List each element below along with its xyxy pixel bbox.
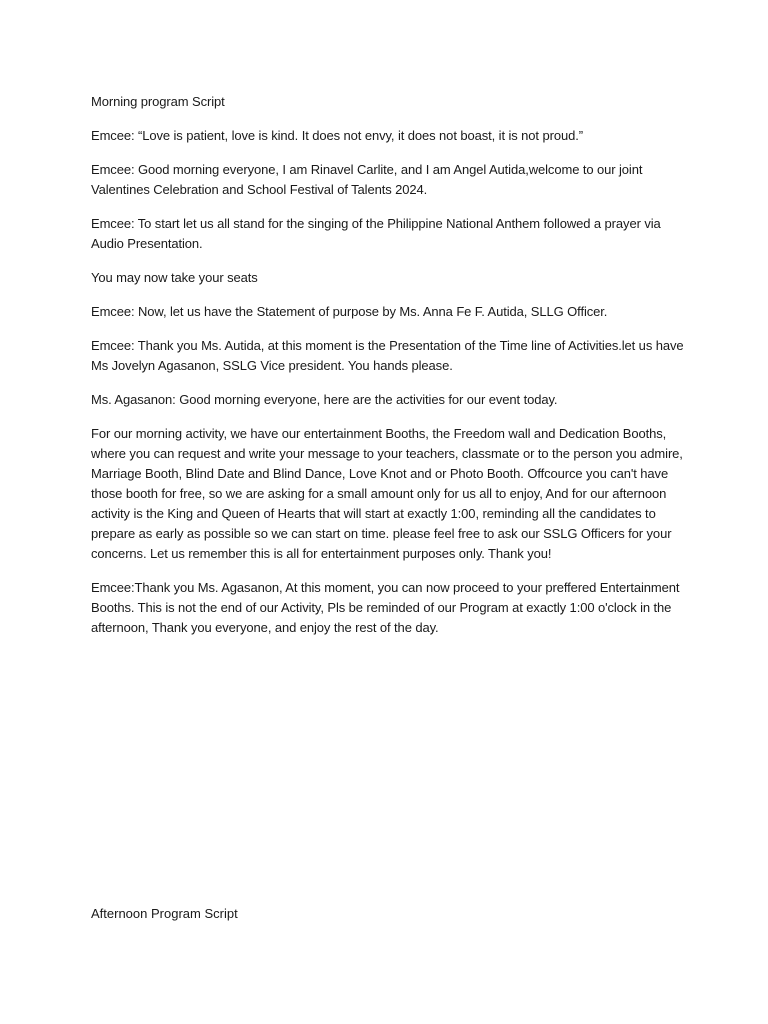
paragraph-activities: For our morning activity, we have our entertainment Booths, the Freedom wall and Dedication Booths, where you can request and write your message to your teachers, classmate or to the person you admire, Marriage Booth, Blind Date and Blind Dance, Love Knot and or Photo Booth. Offcource you can't have those booth for free, so we are asking for a small amount only for us all to enjoy, And for our afternoon activity is the King and Queen of Hearts that will start at exactly 1:00, reminding all the candidates to prepare as early as possible so we can start on time. please feel free to ask our SSLG Officers for your concerns. Let us remember this is all for entertainment purposes only. Thank you! [91,426,683,561]
section-heading-afternoon: Afternoon Program Script [91,906,238,921]
paragraph-timeline: Emcee: Thank you Ms. Autida, at this moment is the Presentation of the Time line of Activities.let us have Ms Jovelyn Agasanon, SSLG Vice president. You hands please. [91,338,684,373]
paragraph-statement-of-purpose: Emcee: Now, let us have the Statement of purpose by Ms. Anna Fe F. Autida, SLLG Officer. [91,304,608,319]
paragraph-opening-quote: Emcee: “Love is patient, love is kind. It does not envy, it does not boast, it is not proud.” [91,128,583,143]
paragraph-seats: You may now take your seats [91,270,258,285]
paragraph-agasanon-greeting: Ms. Agasanon: Good morning everyone, here are the activities for our event today. [91,392,558,407]
paragraph-anthem: Emcee: To start let us all stand for the singing of the Philippine National Anthem followed a prayer via Audio Presentation. [91,216,661,251]
document-title: Morning program Script [91,94,225,109]
paragraph-welcome: Emcee: Good morning everyone, I am Rinavel Carlite, and I am Angel Autida,welcome to our joint Valentines Celebration and School Festival of Talents 2024. [91,162,643,197]
document-body [91,92,691,652]
paragraph-closing: Emcee:Thank you Ms. Agasanon, At this moment, you can now proceed to your preffered Entertainment Booths. This is not the end of our Activity, Pls be reminded of our Program at exactly 1:00 o'clock in the afternoon, Thank you everyone, and enjoy the rest of the day. [91,580,680,635]
